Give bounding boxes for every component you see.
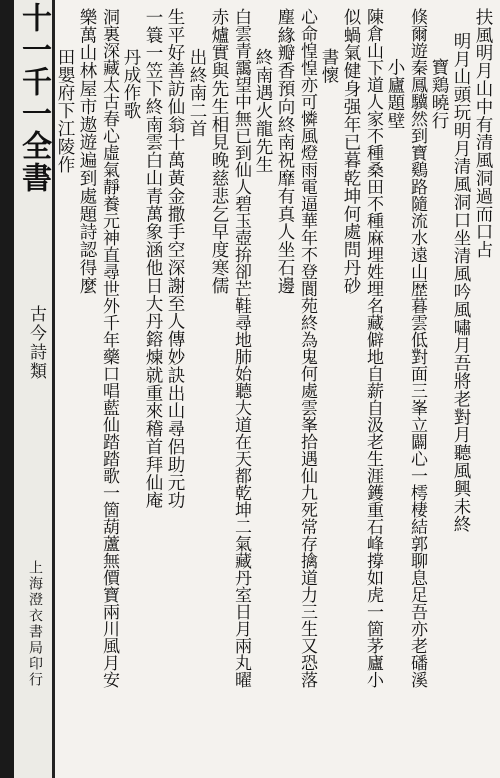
text-column-12: 白雲青靄望中無已到仙人碧玉壺拚卻芒鞋尋地肺始聽大道在天都乾坤二氣藏丹室日月兩丸曜 xyxy=(231,8,251,688)
text-column-7: 似蝸氣健身强年已暮乾坤何處問丹砂 xyxy=(341,8,361,295)
volume-marker: 十一千一全書 xyxy=(16,2,51,194)
page-edge-shadow xyxy=(0,0,14,778)
text-column-17: 丹成作歌 xyxy=(121,48,141,120)
text-column-15: 生平好善訪仙翁十萬黃金撒手空深謝至人傳妙訣出山尋侶助元功 xyxy=(165,8,185,510)
publisher-imprint: 上海澄衣書局印行 xyxy=(27,560,43,688)
text-column-9: 心命惶惶亦可憐風燈雨電逼華年不登閬苑終為鬼何處雲峯拾遇仙九死常存擒道力三生又恐落 xyxy=(297,8,317,688)
text-column-4: 倏爾遊秦鳳驥然到寶鷄路隨流水遠山歴暮雲低對面三峯立闢心一樗棲結郭聊息足吾亦老磻溪 xyxy=(407,8,427,688)
text-column-5: 小廬題壁 xyxy=(385,58,405,130)
text-column-3: 寶鶏曉行 xyxy=(429,58,449,130)
text-column-18: 洞裏深藏太古春心虛氣靜養元神直尋世外千年藥口唱藍仙踏踏歌一箇葫蘆無價寶兩川風月安 xyxy=(99,8,119,688)
collection-title: 古今詩類 xyxy=(26,305,46,381)
text-column-2: 明月山頭玩明月清風洞口坐清風吟風嘯月吾將老對月聽風興未終 xyxy=(451,32,471,534)
text-column-6: 陳倉山下道人家不種桑田不種麻埋姓埋名藏僻地自薪自汲老生涯鑊重石峰撐如虎一箇茅廬小 xyxy=(363,8,383,688)
text-column-10: 塵緣瓣香預向終南祝靡有真人坐石邊 xyxy=(275,8,295,295)
text-column-13: 赤爐實與先生相見晚慈悲乞早度寒儒 xyxy=(209,8,229,295)
text-column-20: 田嬰府下江陵作 xyxy=(55,48,75,174)
text-column-8: 書懷 xyxy=(319,48,339,84)
text-column-11: 終南遇火龍先生 xyxy=(253,48,273,174)
text-column-19: 樂萬山林屋市遨遊遍到處題詩認得麼 xyxy=(77,8,97,295)
text-column-14: 出終南二首 xyxy=(187,48,207,138)
text-column-1: 扶風明月山中有清風洞過而口占 xyxy=(473,8,493,259)
text-column-16: 一簑一笠下終南雲白山青萬象涵他日大丹鎔煉就重來稽首拜仙庵 xyxy=(143,8,163,510)
